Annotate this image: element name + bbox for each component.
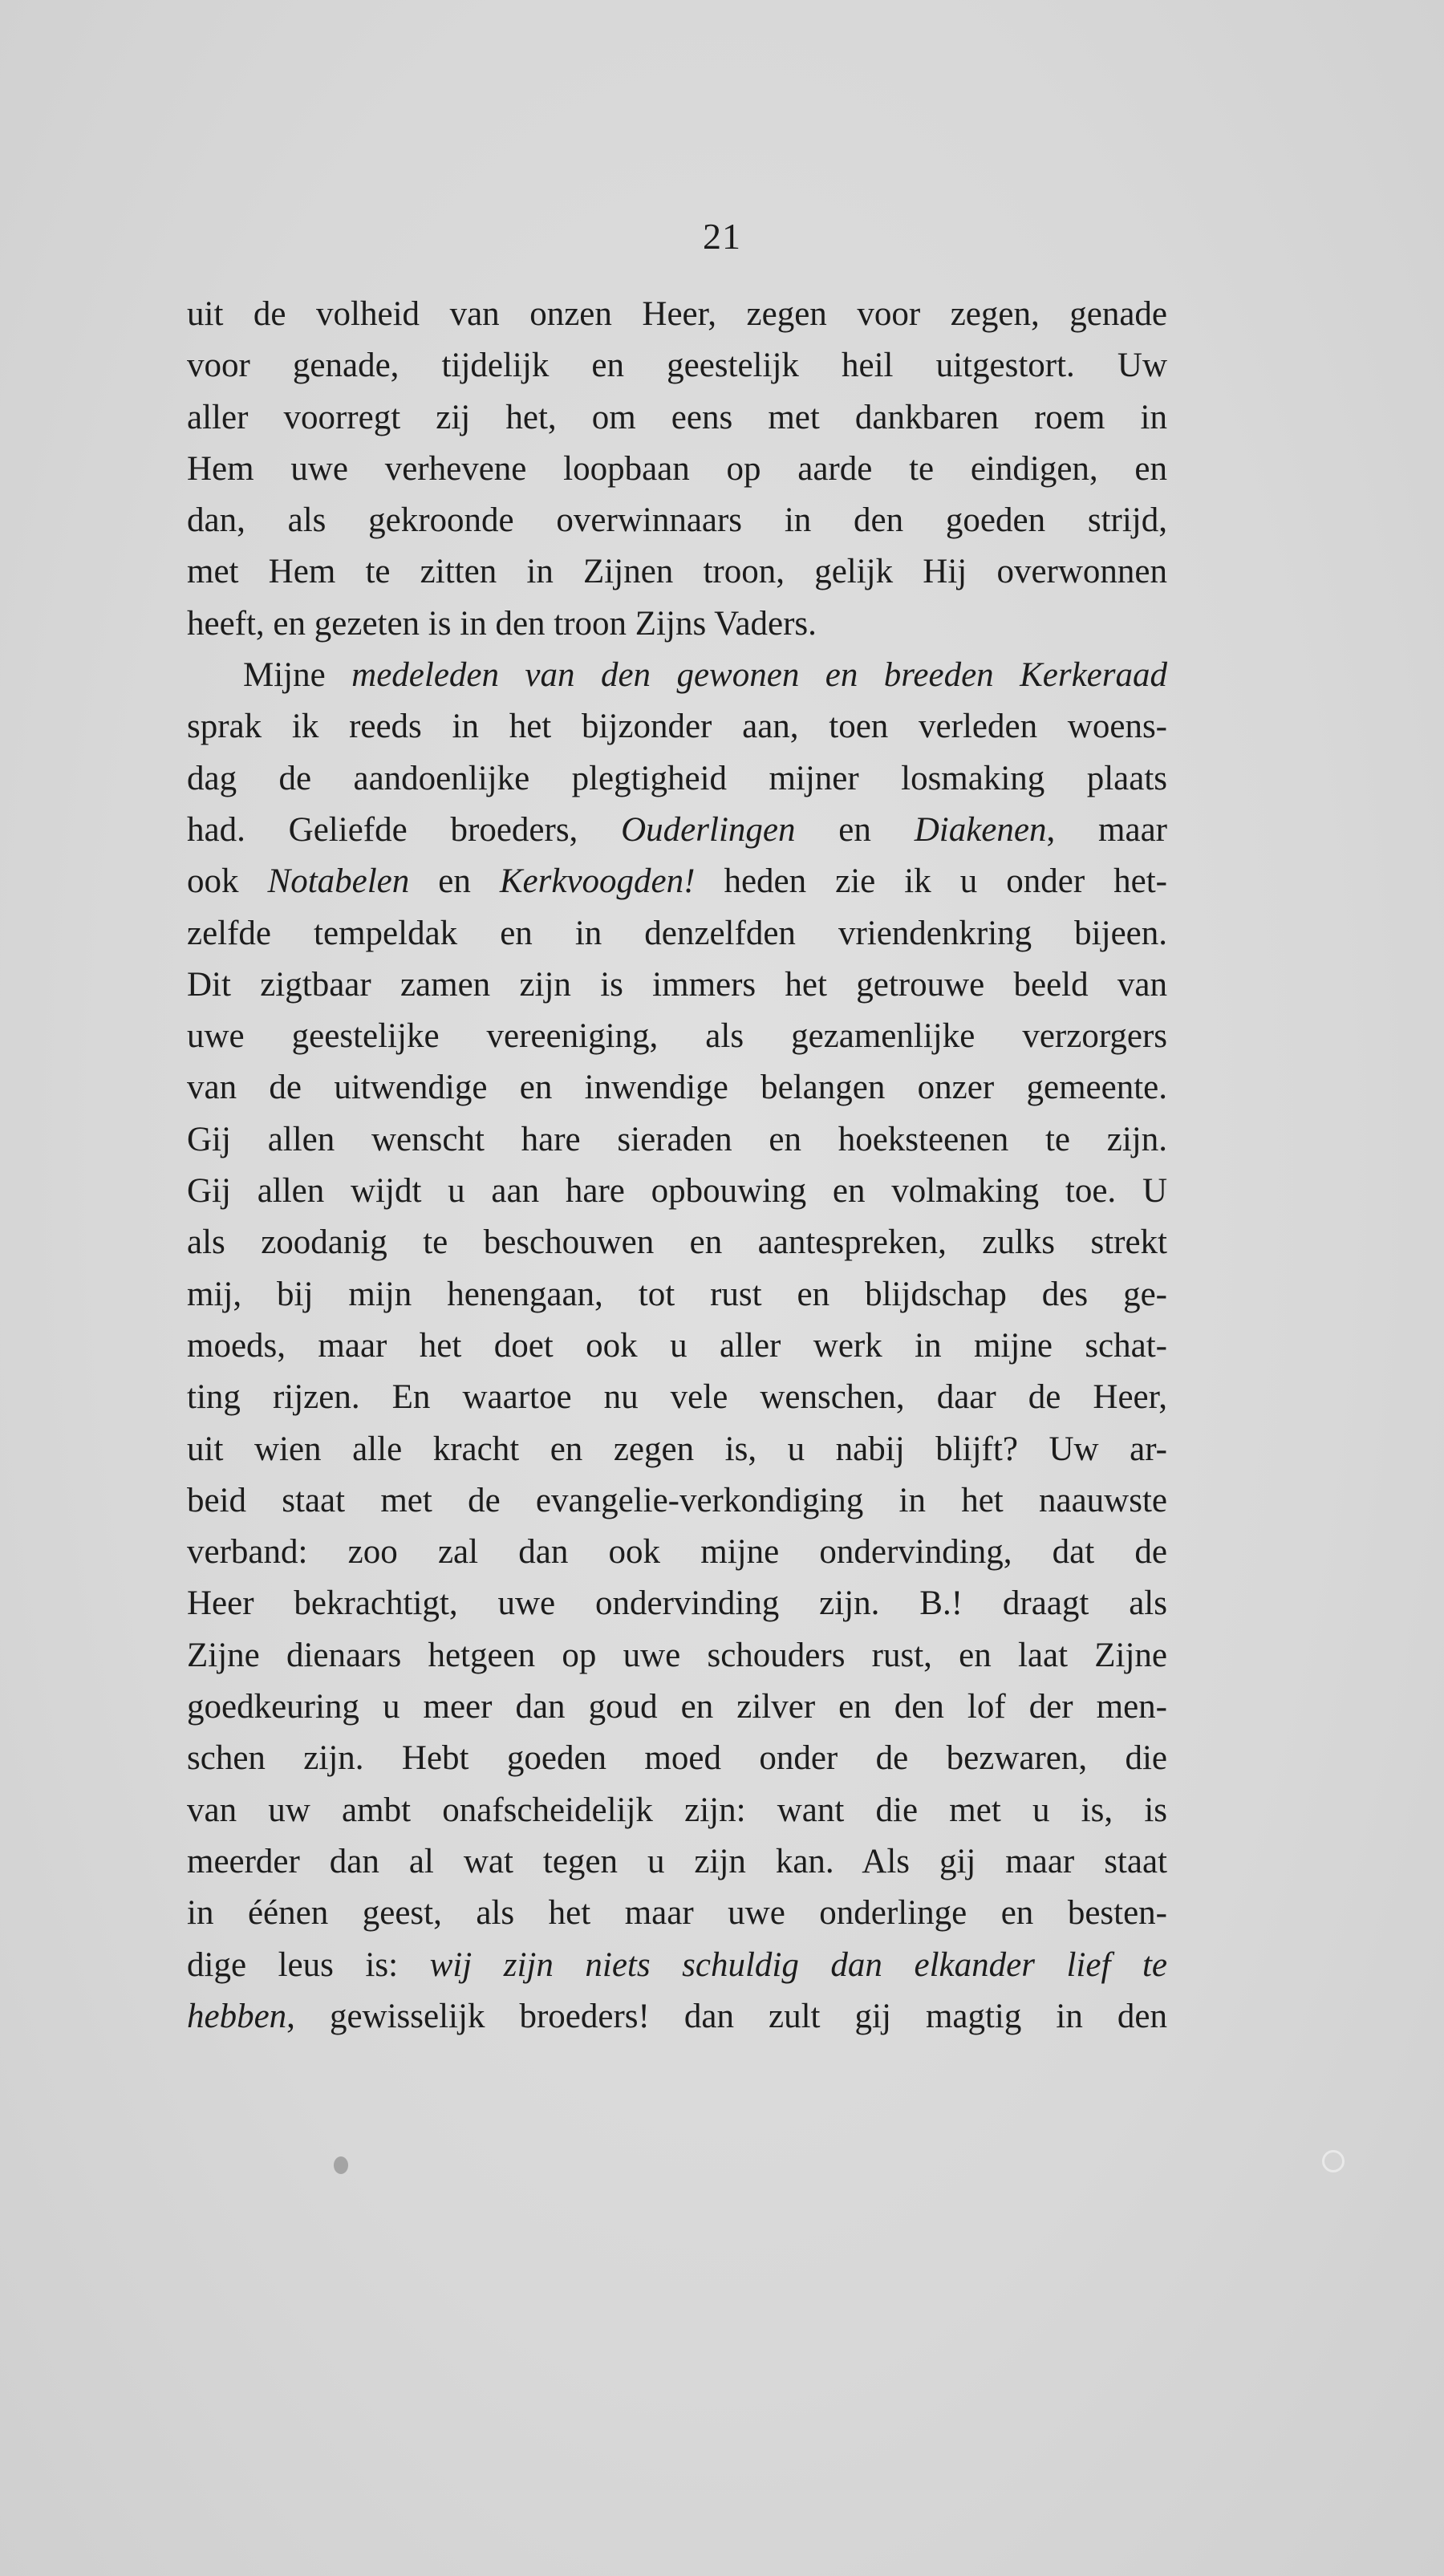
text-segment: goedkeuring u meer dan goud en zilver en den lof der men- (187, 1688, 1167, 1726)
text-segment: heeft, en gezeten is in den troon Zijns Vaders. (187, 604, 817, 643)
text-line (187, 959, 1167, 1011)
italic-text: Diakenen (914, 810, 1047, 849)
text-line (187, 805, 1167, 856)
text-line (187, 1372, 1167, 1423)
text-segment: aller voorregt zij het, om eens met dankbaren roem in (187, 398, 1167, 436)
text-line (187, 1424, 1167, 1475)
page-number: 21 (703, 216, 741, 257)
text-segment: dige leus is: (187, 1945, 430, 1984)
text-line (187, 1991, 1167, 2043)
text-segment: Gij allen wijdt u aan hare opbouwing en volmaking toe. U (187, 1172, 1167, 1211)
body-text (187, 289, 1167, 2043)
text-line (187, 701, 1167, 753)
text-line (187, 753, 1167, 805)
text-segment: zelfde tempeldak en in denzelfden vriendenkring bijeen. (187, 914, 1167, 952)
text-line (187, 495, 1167, 546)
text-line (187, 1011, 1167, 1062)
text-segment: Heer bekrachtigt, uwe ondervinding zijn. B.! draagt als (187, 1584, 1167, 1623)
italic-text: hebben (187, 1997, 287, 2035)
text-line (187, 546, 1167, 598)
italic-text: Ouderlingen (621, 810, 796, 849)
text-line (187, 1733, 1167, 1784)
text-segment: en (409, 862, 500, 901)
text-segment: Dit zigtbaar zamen zijn is immers het getrouwe beeld van (187, 965, 1167, 1004)
text-segment: voor genade, tijdelijk en geestelijk heil uitgestort. Uw (187, 347, 1167, 385)
text-line (187, 1888, 1167, 1939)
text-line (187, 1836, 1167, 1888)
text-segment: moeds, maar het doet ook u aller werk in mijne schat- (187, 1326, 1167, 1365)
text-line (187, 598, 1167, 650)
text-segment: schen zijn. Hebt goeden moed onder de bezwaren, die (187, 1739, 1167, 1778)
text-segment: van uw ambt onafscheidelijk zijn: want die met u is, is (187, 1791, 1167, 1829)
text-line (187, 1269, 1167, 1320)
text-line (187, 908, 1167, 959)
text-segment: , maar (1046, 810, 1167, 849)
text-segment: Hem uwe verhevene loopbaan op aarde te eindigen, en (187, 449, 1167, 488)
text-segment: in éénen geest, als het maar uwe onderlinge en besten- (187, 1894, 1167, 1933)
text-segment: als zoodanig te beschouwen en aantespreken, zulks strekt (187, 1223, 1167, 1262)
text-line (187, 1527, 1167, 1578)
text-segment: sprak ik reeds in het bijzonder aan, toen verleden woens- (187, 708, 1167, 746)
text-line (187, 856, 1167, 907)
text-segment: van de uitwendige en inwendige belangen onzer gemeente. (187, 1069, 1167, 1107)
text-segment: dag de aandoenlijke plegtigheid mijner losmaking plaats (187, 759, 1167, 797)
text-segment: Zijne dienaars hetgeen op uwe schouders rust, en laat Zijne (187, 1636, 1167, 1674)
italic-text: Notabelen (267, 862, 410, 901)
italic-text: medeleden van den gewonen en breeden Kerkeraad (351, 656, 1168, 695)
text-segment: en (795, 810, 915, 849)
text-line (187, 1320, 1167, 1372)
text-segment: beid staat met de evangelie-verkondiging in het naauwste (187, 1481, 1167, 1519)
text-line (187, 1114, 1167, 1166)
text-line (187, 444, 1167, 495)
text-line (187, 1578, 1167, 1629)
text-segment: uit wien alle kracht en zegen is, u nabij blijft? Uw ar- (187, 1430, 1167, 1468)
text-segment: mij, bij mijn henengaan, tot rust en blijdschap des ge- (187, 1275, 1167, 1313)
text-segment: heden zie ik u onder het- (695, 862, 1167, 901)
text-segment: ook (187, 862, 268, 901)
text-line (187, 289, 1167, 340)
text-line (187, 1062, 1167, 1114)
text-line (187, 1166, 1167, 1217)
text-segment: ting rijzen. En waartoe nu vele wenschen, daar de Heer, (187, 1378, 1167, 1417)
text-line (187, 1217, 1167, 1268)
text-line (187, 1785, 1167, 1836)
italic-text: wij zijn niets schuldig dan elkander lief te (429, 1945, 1167, 1984)
text-segment: verband: zoo zal dan ook mijne ondervinding, dat de (187, 1533, 1167, 1572)
text-segment: met Hem te zitten in Zijnen troon, gelijk Hij overwonnen (187, 553, 1167, 591)
text-line (187, 1940, 1167, 1991)
text-segment: uwe geestelijke vereeniging, als gezamenlijke verzorgers (187, 1017, 1167, 1056)
text-line (187, 650, 1167, 701)
text-segment: , gewisselijk broeders! dan zult gij magtig in den (286, 1997, 1167, 2035)
text-segment: dan, als gekroonde overwinnaars in den goeden strijd, (187, 501, 1167, 540)
text-segment: uit de volheid van onzen Heer, zegen voor zegen, genade (187, 295, 1167, 333)
text-line (187, 392, 1167, 444)
text-line (187, 1630, 1167, 1681)
text-line (187, 1475, 1167, 1527)
text-segment: Mijne (243, 656, 352, 695)
text-segment: had. Geliefde broeders, (187, 810, 622, 849)
text-segment: meerder dan al wat tegen u zijn kan. Als gij maar staat (187, 1842, 1167, 1880)
ink-spot (334, 2156, 348, 2174)
text-line (187, 340, 1167, 391)
text-segment: Gij allen wenscht hare sieraden en hoeksteenen te zijn. (187, 1120, 1167, 1158)
text-line (187, 1681, 1167, 1733)
italic-text: Kerkvoogden! (499, 862, 696, 901)
paper-hole (1322, 2150, 1345, 2172)
